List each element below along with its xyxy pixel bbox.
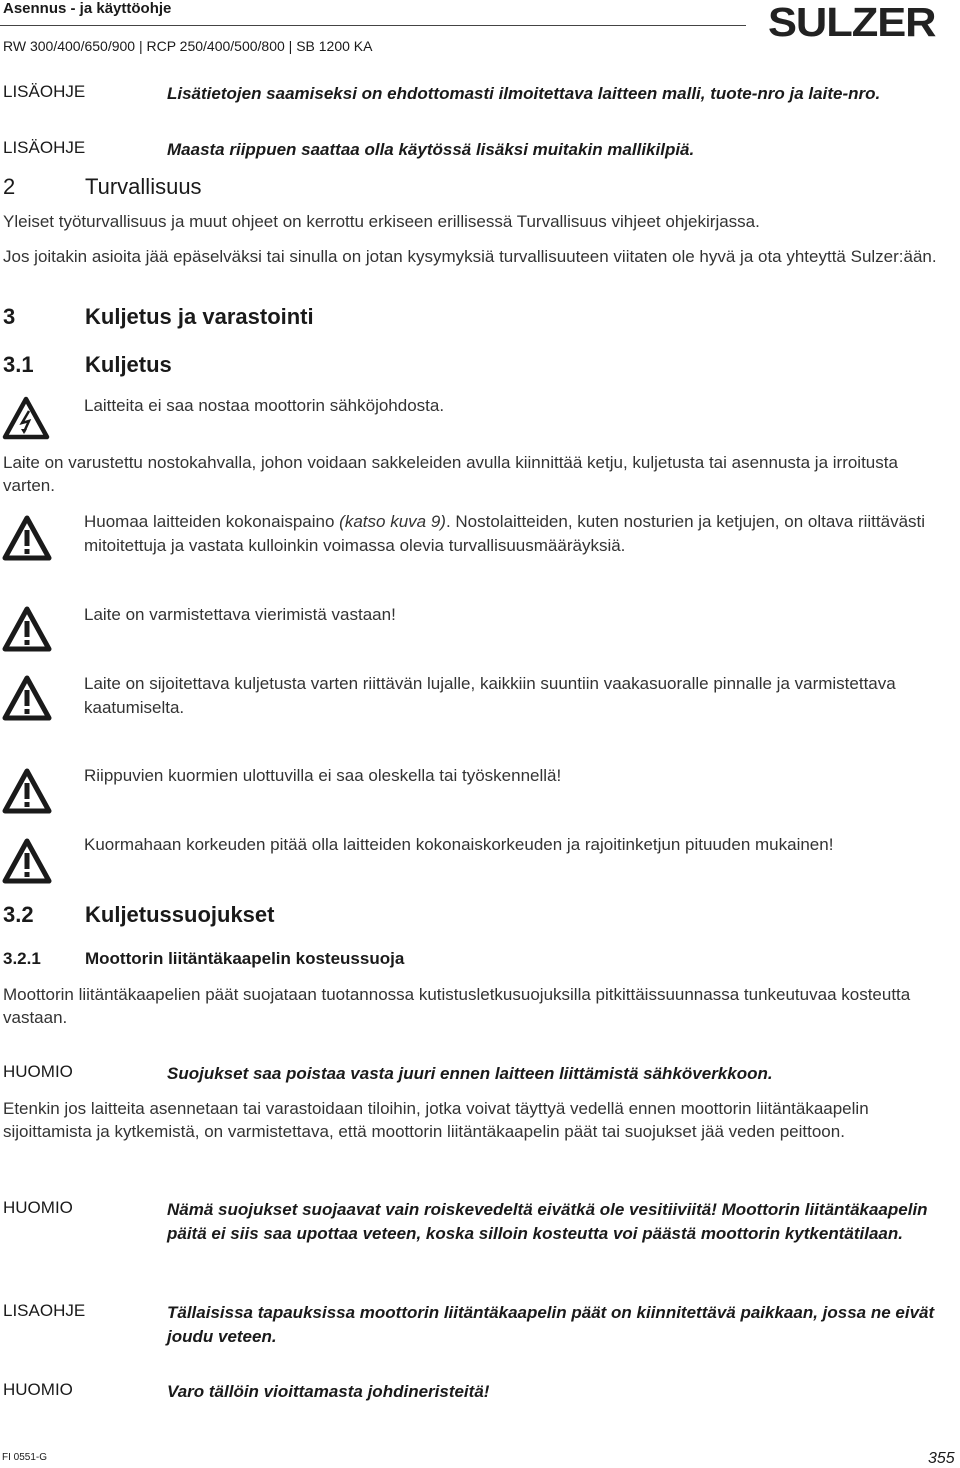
document-code: FI 0551-G — [2, 1452, 48, 1463]
electric-warning-text: Laitteita ei saa nostaa moottorin sähköjohdosta. — [84, 396, 445, 415]
section-3-2-1-paragraph-1: Moottorin liitäntäkaapelien päät suojataan tuotannossa kutistusletkusuojuksilla pitkittäissuunnassa tunkeutuvaa kosteutta vastaan. — [3, 985, 911, 1027]
section-3-2-1-heading: 3.2.1 Moottorin liitäntäkaapelin kosteussuoja — [3, 949, 405, 968]
section-2-heading: 2 Turvallisuus — [3, 174, 202, 199]
note-label-1: LISÄOHJE — [3, 82, 86, 101]
warning-text-3: Laite on sijoitettava kuljetusta varten riittävän lujalle, kaikkiin suuntiin vaakasuoralle pinnalle ja varmistettava kaatumiselta. — [84, 674, 896, 717]
huomio-label-3: HUOMIO — [3, 1380, 73, 1399]
section-2-paragraph-2: Jos joitakin asioita jää epäselväksi tai sinulla on jotan kysymyksiä turvallisuuteen viitaten ole hyvä ja ota yhteyttä Sulzer:ään. — [3, 247, 937, 266]
document-title: Asennus - ja käyttöohje — [3, 0, 172, 17]
warning-text-1: Huomaa laitteiden kokonaispaino (katso kuva 9). Nostolaitteiden, kuten nosturien ja ketjujen, on oltava riittävästi mitoitettuja ja vastata kulloinkin voimassa olevia turvallisuusmääräyksiä. — [84, 512, 926, 555]
lisaohje-text: Tällaisissa tapauksissa moottorin liitäntäkaapelin päät on kiinnitettävä paikkaan, jossa ne eivät joudu veteen. — [167, 1303, 935, 1346]
huomio-label-1: HUOMIO — [3, 1062, 73, 1081]
electric-hazard-icon — [2, 396, 50, 440]
section-3-heading: 3 Kuljetus ja varastointi — [3, 304, 314, 329]
lisaohje-label: LISAOHJE — [3, 1301, 86, 1320]
section-3-2-1-paragraph-2: Etenkin jos laitteita asennetaan tai varastoidaan tiloihin, jotka voivat täyttyä vedellä ennen moottorin liitäntäkaapelin sijoittamista ja kytkemistä, on varmistettava, että moottorin liitäntäkaapelin päät tai suojukset jää veden peittoon. — [3, 1099, 869, 1141]
note-label-2: LISÄOHJE — [3, 138, 86, 157]
sulzer-logo: SULZER — [768, 0, 936, 45]
section-3-1-paragraph: Laite on varustettu nostokahvalla, johon voidaan sakkeleiden avulla kiinnittää ketju, kuljetusta tai asennusta ja irroitusta varten. — [3, 453, 898, 495]
warning-text-2: Laite on varmistettava vierimistä vastaan! — [84, 605, 396, 624]
header-divider — [0, 25, 746, 26]
section-3-2-heading: 3.2 Kuljetussuojukset — [3, 902, 275, 927]
note-text-1: Lisätietojen saamiseksi on ehdottomasti ilmoitettava laitteen malli, tuote-nro ja laite-nro. — [167, 84, 881, 103]
page-number: 355 — [928, 1450, 955, 1467]
section-3-1-heading: 3.1 Kuljetus — [3, 352, 172, 377]
section-2-paragraph-1: Yleiset työturvallisuus ja muut ohjeet on kerrottu erkiseen erillisessä Turvallisuus vihjeet ohjekirjassa. — [3, 212, 760, 231]
warning-triangle-icon — [2, 838, 52, 884]
huomio-text-1: Suojukset saa poistaa vasta juuri ennen laitteen liittämistä sähköverkkoon. — [167, 1064, 773, 1083]
model-list: RW 300/400/650/900 | RCP 250/400/500/800 | SB 1200 KA — [3, 38, 373, 54]
huomio-label-2: HUOMIO — [3, 1198, 73, 1217]
warning-text-5: Kuormahaan korkeuden pitää olla laitteiden kokonaiskorkeuden ja rajoitinketjun pituuden mukainen! — [84, 835, 834, 854]
warning-triangle-icon — [2, 768, 52, 814]
note-text-2: Maasta riippuen saattaa olla käytössä lisäksi muitakin mallikilpiä. — [167, 140, 695, 159]
warning-text-4: Riippuvien kuormien ulottuvilla ei saa oleskella tai työskennellä! — [84, 766, 562, 785]
warning-triangle-icon — [2, 675, 52, 721]
huomio-text-3: Varo tällöin vioittamasta johdineristeitä! — [167, 1382, 490, 1401]
huomio-text-2: Nämä suojukset suojaavat vain roiskevedeltä eivätkä ole vesitiiviitä! Moottorin liitäntäkaapelin päitä ei siis saa upottaa veteen, koska silloin kosteutta voi päästä moottorin kytkentätilaan. — [167, 1200, 928, 1243]
warning-triangle-icon — [2, 515, 52, 561]
warning-triangle-icon — [2, 606, 52, 652]
